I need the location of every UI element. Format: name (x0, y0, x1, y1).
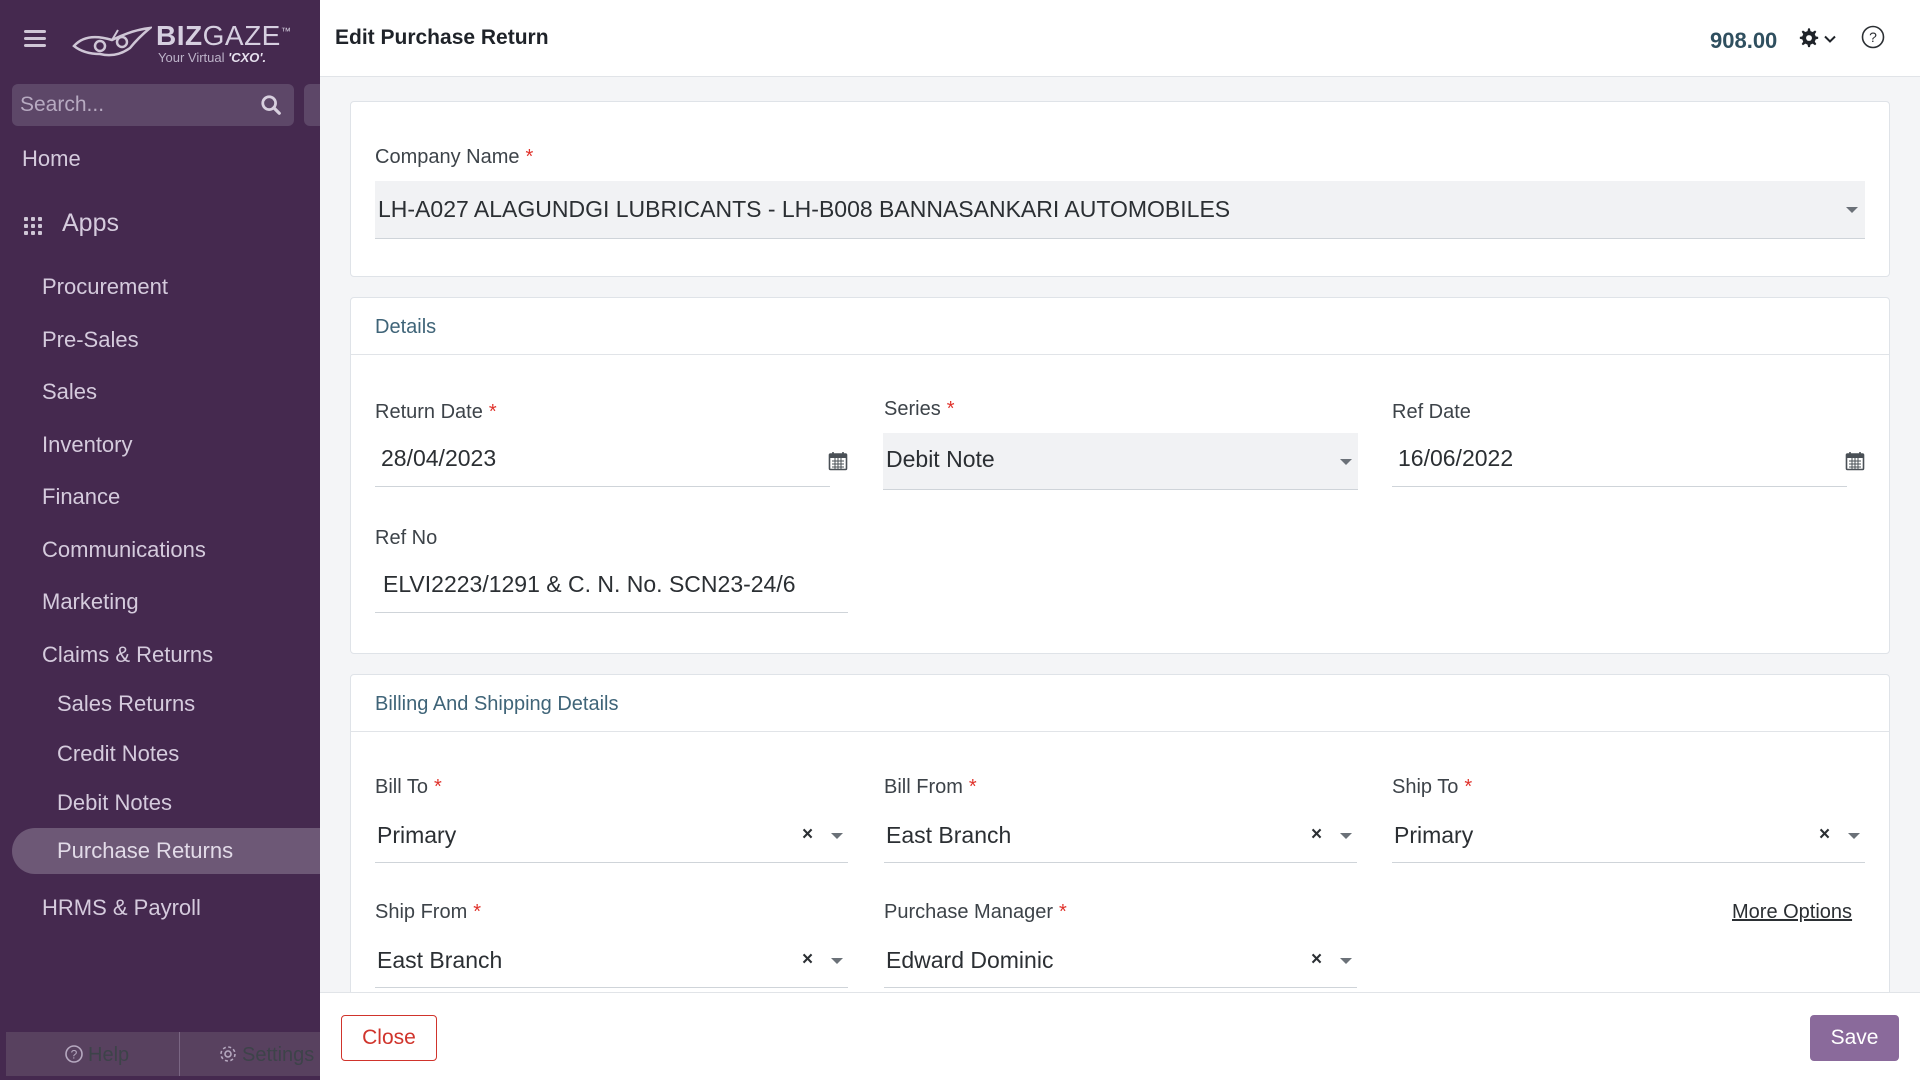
sidebar-item-inventory[interactable] (0, 432, 320, 462)
gear-icon[interactable] (1798, 27, 1820, 49)
ship-to-value: Primary (1394, 822, 1474, 848)
bill-to-select[interactable] (375, 809, 848, 863)
series-select[interactable] (883, 433, 1358, 490)
sidebar-search (12, 84, 294, 126)
bill-to-label: Bill To * (375, 776, 442, 798)
hamburger-menu-icon[interactable] (24, 30, 46, 48)
sidebar-item-purchase-returns[interactable] (12, 828, 320, 874)
ship-from-select[interactable] (375, 934, 848, 988)
sidebar-item-label: Inventory (42, 432, 133, 457)
sidebar-footer (6, 1032, 320, 1076)
sidebar-item-hrms-payroll[interactable] (0, 895, 320, 925)
sidebar-item-debit-notes[interactable] (0, 790, 320, 820)
caret-down-icon (1340, 459, 1352, 465)
purchase-manager-select[interactable] (884, 934, 1357, 988)
settings-label: Settings (242, 1044, 315, 1066)
svg-text:?: ? (70, 1047, 78, 1062)
return-date-value: 28/04/2023 (381, 445, 497, 471)
caret-down-icon (1340, 958, 1352, 964)
form-footer (320, 992, 1920, 1080)
purchase-manager-label: Purchase Manager * (884, 901, 1067, 923)
company-name-label: Company Name * (375, 146, 534, 168)
bill-from-select[interactable] (884, 809, 1357, 863)
sidebar-item-apps[interactable] (0, 209, 320, 243)
ship-to-select[interactable] (1392, 809, 1865, 863)
clear-x-icon[interactable]: × (1311, 949, 1323, 970)
sidebar-item-pre-sales[interactable] (0, 327, 320, 357)
sidebar-item-label: Apps (62, 209, 119, 237)
series-label: Series * (884, 398, 955, 420)
company-name-value: LH-A027 ALAGUNDGI LUBRICANTS - LH-B008 BANNASANKARI AUTOMOBILES (378, 196, 1231, 222)
sidebar-item-label: Procurement (42, 274, 168, 299)
sidebar-top (0, 0, 320, 82)
sidebar-item-marketing[interactable] (0, 589, 320, 619)
brand-tagline: Your Virtual 'CXO'. (158, 50, 267, 65)
caret-down-icon (1846, 207, 1858, 213)
sidebar-item-label: Purchase Returns (57, 838, 234, 863)
sidebar-item-procurement[interactable] (0, 274, 320, 304)
sidebar-item-sales-returns[interactable] (0, 691, 320, 721)
sidebar-item-communications[interactable] (0, 537, 320, 567)
sidebar-item-label: Home (22, 146, 81, 171)
caret-down-icon (831, 958, 843, 964)
bill-from-label: Bill From * (884, 776, 977, 798)
sidebar-item-label: Sales (42, 379, 98, 404)
more-options-link[interactable]: More Options (1732, 901, 1853, 923)
sidebar-item-label: Communications (42, 537, 206, 562)
settings-button[interactable] (180, 1032, 320, 1076)
sidebar-item-label: Pre-Sales (42, 327, 139, 352)
ship-from-value: East Branch (377, 947, 503, 973)
ref-date-field[interactable] (1392, 435, 1847, 487)
clear-x-icon[interactable]: × (1819, 824, 1831, 845)
sidebar-item-label: Finance (42, 484, 121, 509)
purchase-manager-value: Edward Dominic (886, 947, 1054, 973)
sidebar-item-label: Credit Notes (57, 741, 180, 766)
company-card (350, 101, 1890, 277)
ref-no-input[interactable] (375, 561, 848, 613)
ref-date-value: 16/06/2022 (1398, 445, 1514, 471)
ship-to-label: Ship To * (1392, 776, 1473, 798)
return-date-label: Return Date * (375, 401, 497, 423)
page-header (320, 0, 1920, 77)
caret-down-icon (1848, 833, 1860, 839)
details-section-header (351, 298, 1889, 355)
question-circle-icon[interactable] (1860, 24, 1886, 50)
search-icon[interactable] (260, 94, 282, 116)
caret-down-icon (831, 833, 843, 839)
ref-no-label: Ref No (375, 527, 438, 549)
brand-logo[interactable] (72, 18, 302, 68)
billing-section-header (351, 675, 1889, 732)
calendar-icon[interactable] (828, 451, 848, 471)
help-label: Help (88, 1044, 130, 1066)
sidebar-item-home[interactable] (0, 146, 320, 176)
gear-outline-icon (218, 1044, 238, 1064)
sidebar (0, 0, 320, 1080)
chevron-down-icon[interactable] (1823, 32, 1837, 46)
save-button[interactable]: Save (1810, 1015, 1899, 1061)
return-date-field[interactable] (375, 435, 830, 487)
bill-to-value: Primary (377, 822, 457, 848)
billing-heading: Billing And Shipping Details (375, 693, 619, 715)
sidebar-item-label: Claims & Returns (42, 642, 214, 667)
brand-name: BIZGAZE™ (156, 20, 292, 51)
sidebar-item-credit-notes[interactable] (0, 741, 320, 771)
balance-amount: 908.00 (1710, 28, 1778, 53)
details-card (350, 297, 1890, 654)
details-heading: Details (375, 316, 437, 338)
clear-x-icon[interactable]: × (802, 824, 814, 845)
clear-x-icon[interactable]: × (1311, 824, 1323, 845)
series-value: Debit Note (886, 446, 995, 472)
owl-logo-icon (72, 24, 152, 60)
clear-x-icon[interactable]: × (802, 949, 814, 970)
sidebar-item-sales[interactable] (0, 379, 320, 409)
sidebar-item-finance[interactable] (0, 484, 320, 514)
ref-no-value: ELVI2223/1291 & C. N. No. SCN23-24/6 (383, 571, 796, 597)
sidebar-item-claims-returns[interactable] (0, 642, 320, 672)
help-button[interactable] (6, 1032, 180, 1076)
sidebar-item-label: Debit Notes (57, 790, 172, 815)
sidebar-item-label: HRMS & Payroll (42, 895, 201, 920)
apps-grid-icon (24, 217, 44, 237)
sidebar-item-label: Marketing (42, 589, 139, 614)
search-input[interactable] (20, 84, 260, 126)
search-addon-button[interactable] (304, 84, 320, 126)
bill-from-value: East Branch (886, 822, 1012, 848)
help-circle-icon (64, 1044, 84, 1064)
caret-down-icon (1340, 833, 1352, 839)
sidebar-item-label: Sales Returns (57, 691, 196, 716)
calendar-icon[interactable] (1845, 451, 1865, 471)
close-button[interactable]: Close (341, 1015, 437, 1061)
page-title: Edit Purchase Return (335, 26, 549, 49)
billing-shipping-card (350, 674, 1890, 1004)
svg-text:?: ? (1869, 29, 1877, 45)
ref-date-label: Ref Date (1392, 401, 1471, 423)
company-name-select[interactable] (375, 181, 1865, 239)
ship-from-label: Ship From * (375, 901, 482, 923)
